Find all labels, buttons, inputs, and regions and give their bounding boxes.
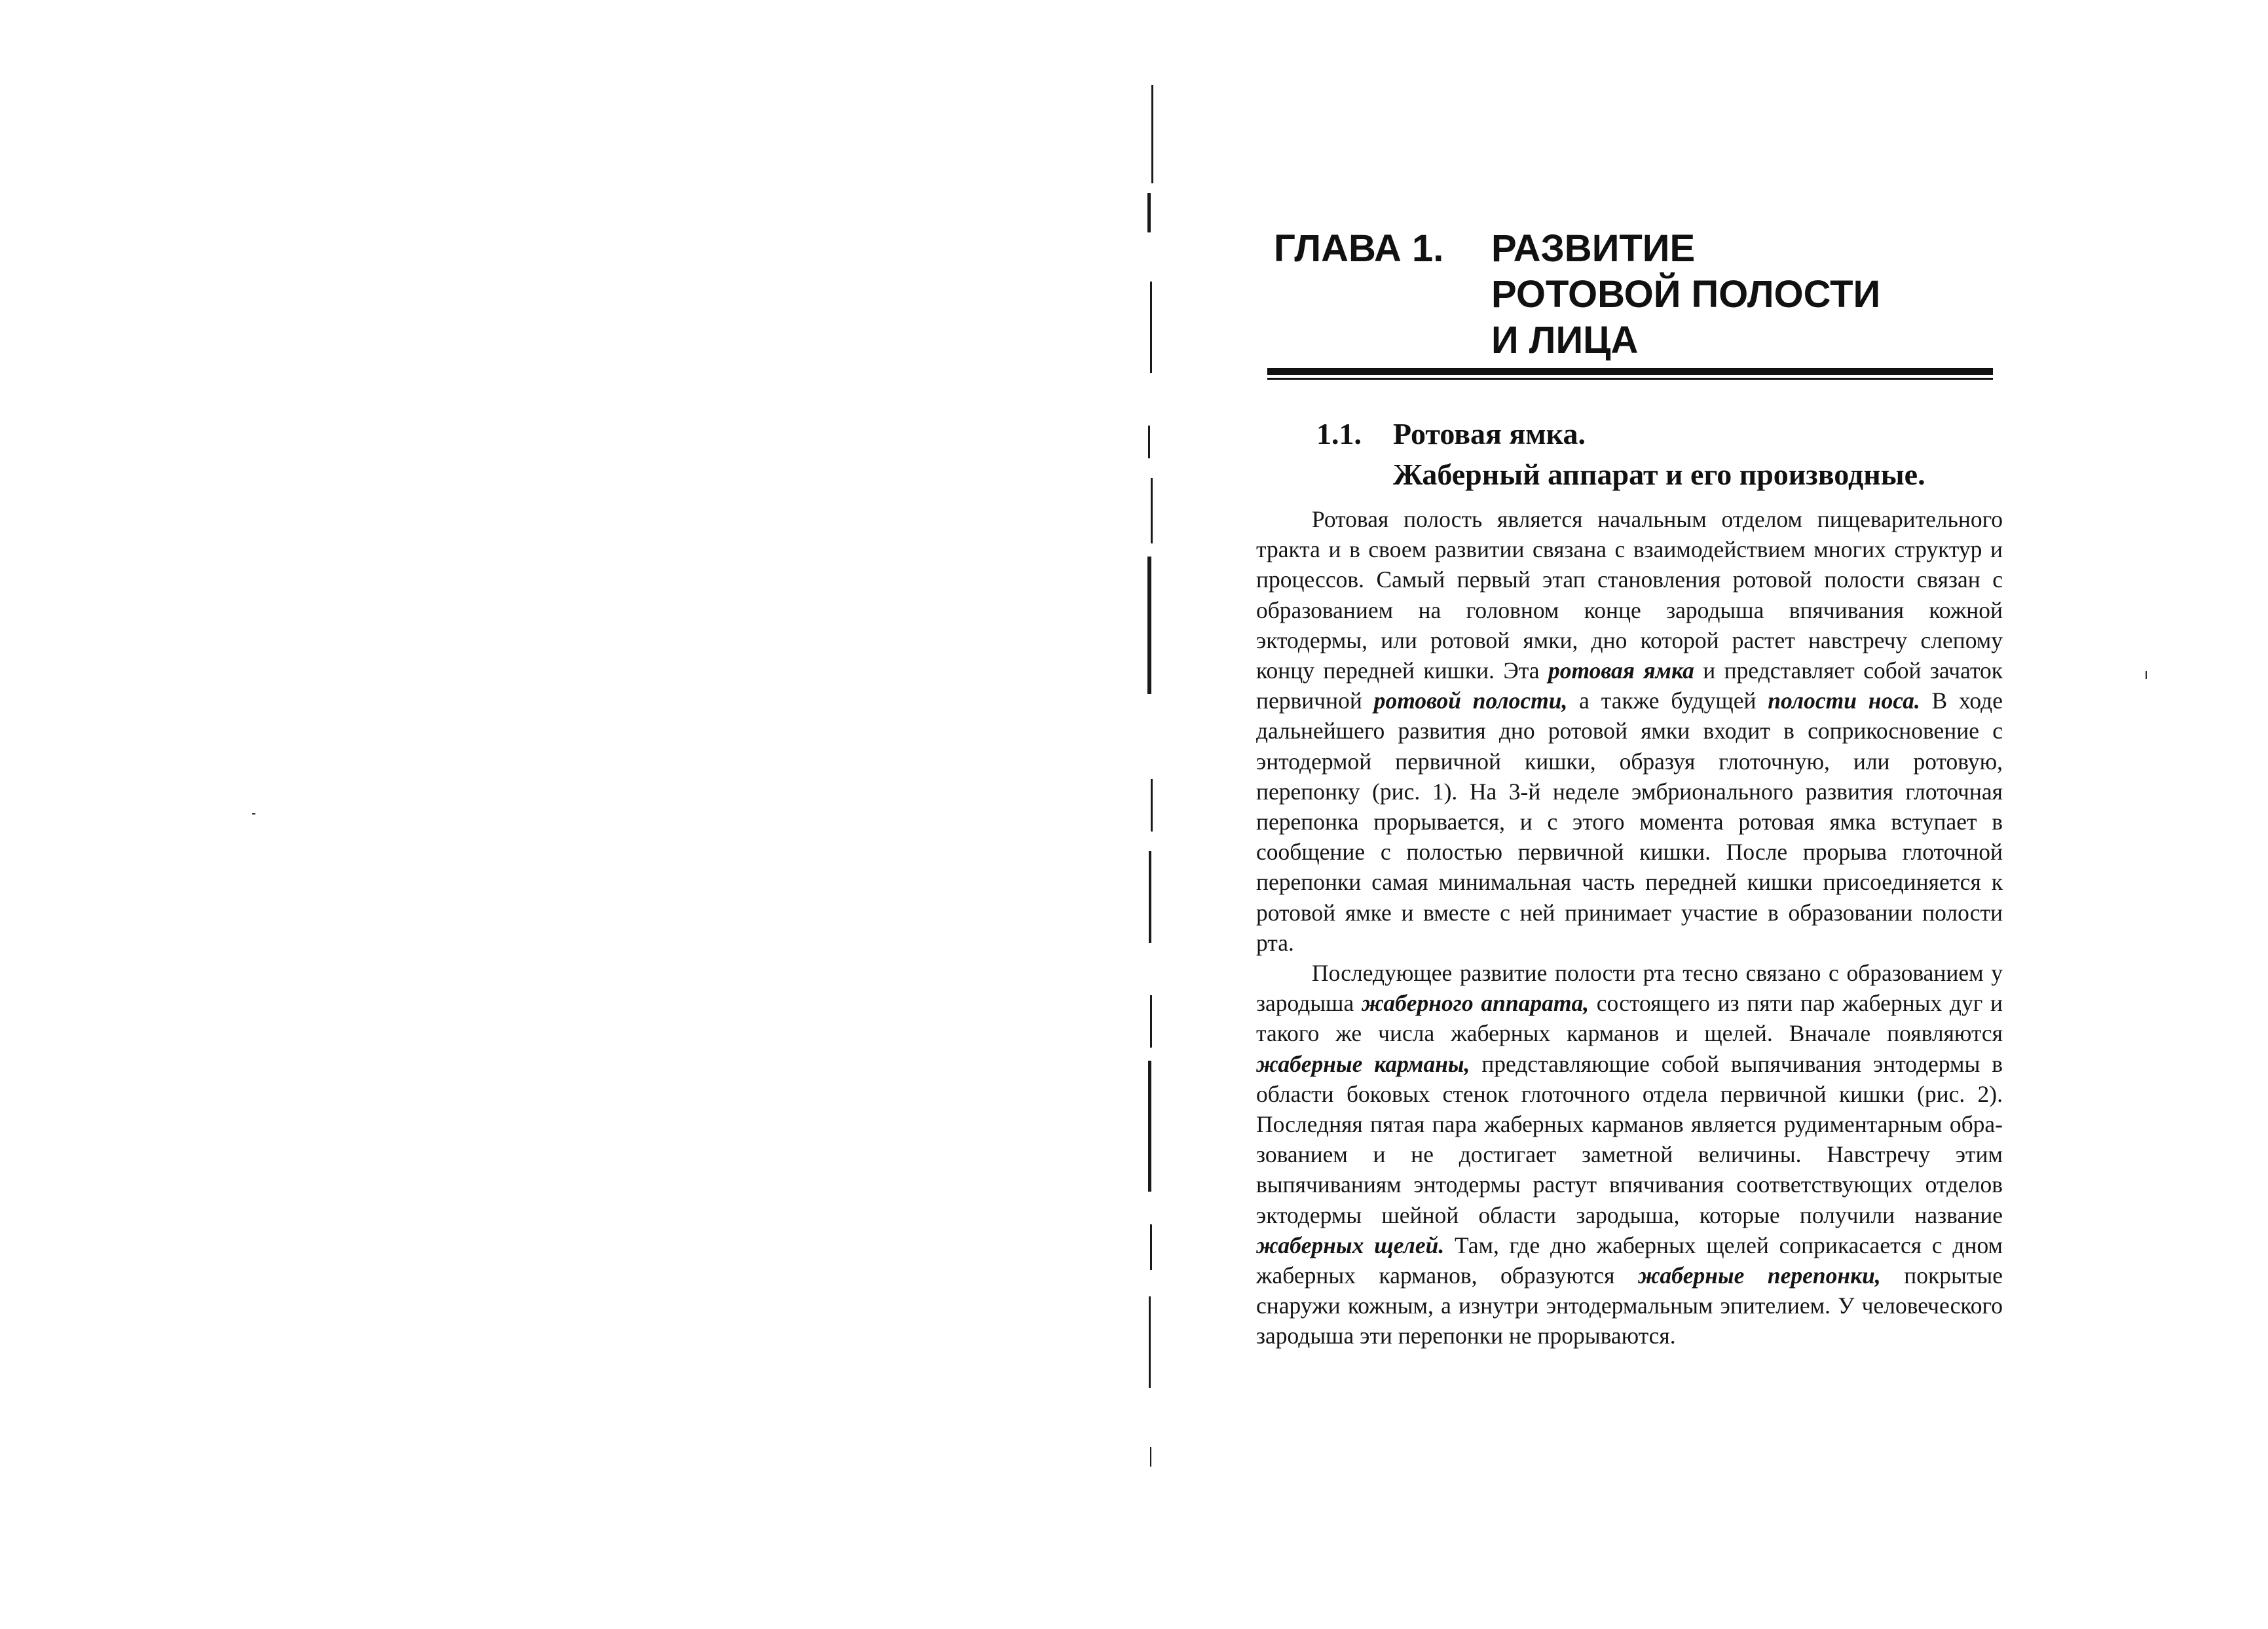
term-emphasis: жаберных щелей.: [1256, 1232, 1445, 1258]
chapter-title-line: РАЗВИТИЕ: [1491, 227, 1696, 270]
text-run: представляющие собой выпячивания энтодермы в области боковых стенок глоточного отдела первичной кишки (рис. 2). Последняя пятая пара жаберных карманов является рудиментарным образованием и не достигает заметной величины. Навстречу этим выпячиваниям энтодермы растут впячивания соответствующих отделов эктодермы шейной области зародыша, которые получили название: [1256, 1050, 2003, 1228]
text-run: покрытые снаружи кожным, а изнутри энтодермальным эпителием. У человеческого зародыша эти перепонки не прорываются.: [1256, 1262, 2003, 1349]
text-run: В ходе дальнейшего развития дно ротовой ямки входит в соприкосновение с энтодермой первичной кишки, образуя глоточную, или ротовую, перепонку (рис. 1). На 3-й неделе эмбрионального развития глоточная перепонка прорывается, и с этого момента ротовая ямка вступает в сообщение с полостью первичной кишки. После прорыва глоточной перепонки самая минимальная часть передней кишки присоединяется к ротовой ямке и вместе с ней принимает участие в образовании полости рта.: [1256, 687, 2003, 956]
term-emphasis: ротовой полости,: [1373, 687, 1568, 714]
term-emphasis: жаберные перепонки,: [1638, 1262, 1881, 1289]
term-emphasis: полости носа.: [1768, 687, 1920, 714]
text-run: а также будущей: [1567, 687, 1768, 714]
chapter-label: ГЛАВА 1.: [1274, 227, 1444, 270]
section-number: 1.1.: [1316, 417, 1362, 450]
text-run: Ротовая полость является начальным отделом пищеварительного тракта и в своем развитии связана с взаимодействием многих структур и процессов. Самый первый этап становления ротовой полости связан с образованием на головном конце зародыша впячивания кожной эктодермы, или ротовой ямки, дно которой растет навстречу слепому концу передней кишки. Эта: [1256, 506, 2003, 684]
scan-speck: [252, 813, 255, 814]
chapter-rule-thick: [1267, 368, 1993, 375]
body-text: [1256, 504, 2003, 1351]
section-title: [1393, 414, 1996, 495]
chapter-title-line: РОТОВОЙ ПОЛОСТИ: [1491, 273, 1881, 316]
term-emphasis: жаберного аппарата,: [1362, 990, 1589, 1017]
section-title-line: Жаберный аппарат и его производные.: [1393, 458, 1925, 491]
text-run: и представляет собой зачаток первичной: [1256, 657, 2003, 714]
term-emphasis: жаберные карманы,: [1256, 1050, 1470, 1077]
chapter-title-line: И ЛИЦА: [1491, 319, 1639, 361]
paragraph-2: [1256, 958, 2003, 1351]
section-title-line: Ротовая ямка.: [1393, 417, 1586, 450]
text-run: Последующее развитие полости рта тесно связано с образованием у зародыша: [1256, 960, 2003, 1017]
scan-speck: [2146, 671, 2147, 679]
paragraph-1: [1256, 504, 2003, 958]
chapter-title: [1491, 226, 2015, 363]
book-spine-shadow: [1146, 85, 1166, 1499]
text-run: состоящего из пяти пар жаберных дуг и такого же числа жаберных карманов и щелей. Вначале появляются: [1256, 990, 2003, 1047]
text-run: Там, где дно жаберных щелей соприкасается с дном жаберных карманов, образуются: [1256, 1232, 2003, 1289]
term-emphasis: ротовая ямка: [1548, 657, 1694, 684]
chapter-rule-thin: [1267, 378, 1993, 380]
